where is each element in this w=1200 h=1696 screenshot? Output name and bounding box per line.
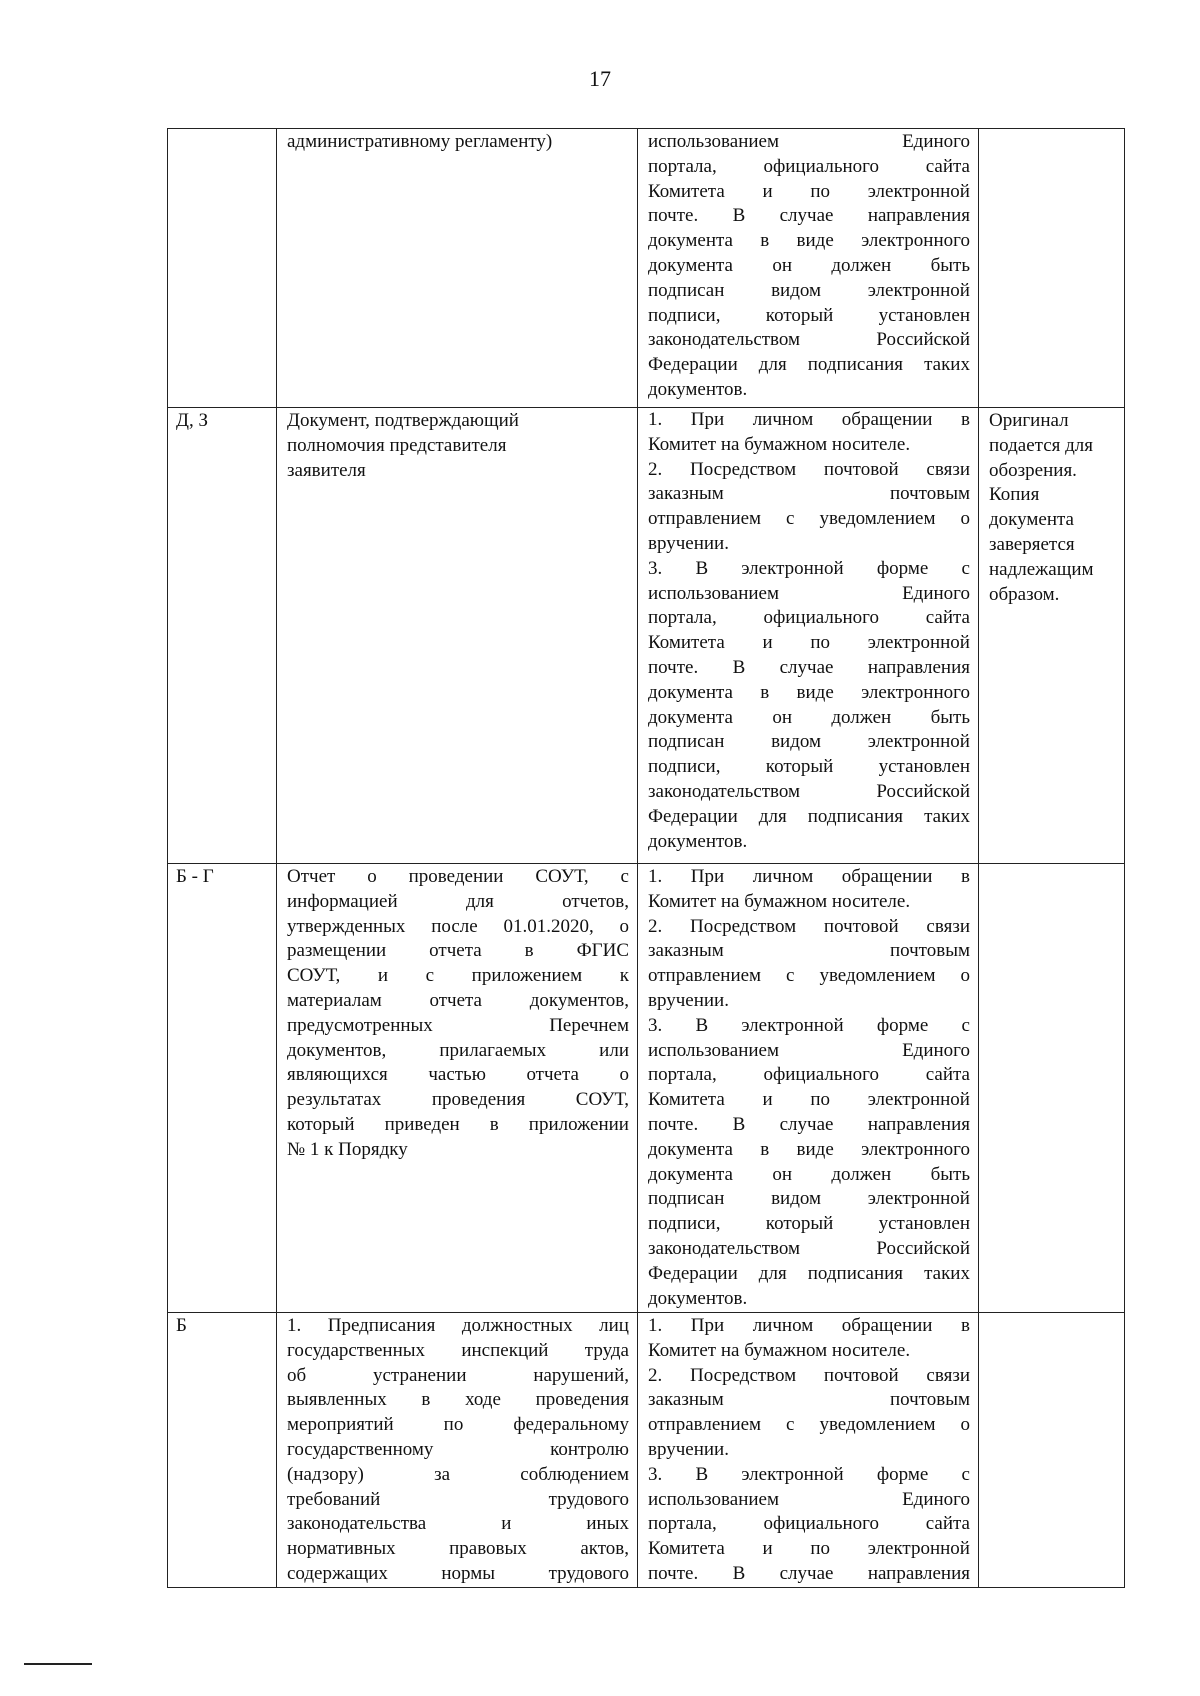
text-line: являющихся частью отчета о — [287, 1064, 629, 1086]
note-cell — [979, 129, 1125, 408]
text-line: Федерации для подписания таких — [648, 805, 970, 827]
submission-method-cell — [638, 129, 979, 408]
document-cell — [277, 1313, 638, 1588]
text-line: заказным почтовым — [648, 1389, 970, 1411]
text-line: 1. При личном обращении в — [648, 1315, 970, 1336]
table-row-continued — [168, 129, 1125, 408]
table-row-sout-report — [168, 864, 1125, 1313]
text-line: документов. — [648, 830, 748, 852]
text-line: Комитет на бумажном носителе. — [648, 433, 911, 455]
text-line: (надзору) за соблюдением — [287, 1463, 629, 1485]
text-line: Комитета и по электронной — [648, 632, 970, 654]
text-line: об устранении нарушений, — [287, 1364, 629, 1386]
text-line: документа он должен быть — [648, 1163, 970, 1185]
text-line: 2. Посредством почтовой связи — [648, 915, 970, 937]
text-line: выявленных в ходе проведения — [287, 1389, 629, 1411]
submission-method-cell — [638, 408, 979, 864]
text-line: почте. В случае направления — [648, 656, 970, 678]
text-line: портала, официального сайта — [648, 1513, 970, 1535]
text-line: Комитет на бумажном носителе. — [648, 1339, 911, 1361]
text-line: подписан видом электронной — [648, 731, 970, 753]
text-line: утвержденных после 01.01.2020, о — [287, 915, 629, 937]
note-cell — [979, 1313, 1125, 1588]
text-line: 1. Предписания должностных лиц — [287, 1315, 629, 1336]
text-line: подается для — [989, 434, 1093, 456]
text-line: вручении. — [648, 989, 729, 1011]
document-cell — [277, 864, 638, 1313]
text-line: портала, официального сайта — [648, 607, 970, 629]
text-line: надлежащим — [989, 558, 1094, 580]
text-line: почте. В случае направления — [648, 1113, 970, 1135]
document-cell — [277, 129, 638, 408]
text-line: размещении отчета в ФГИС — [287, 940, 629, 962]
text-line: документа в виде электронного — [648, 230, 970, 252]
text-line: почте. В случае направления — [648, 1562, 970, 1584]
text-line: 3. В электронной форме с — [648, 557, 970, 579]
text-line: государственному контролю — [287, 1438, 629, 1460]
text-line: материалам отчета документов, — [287, 989, 629, 1011]
text-line: использованием Единого — [648, 1488, 970, 1510]
text-line: использованием Единого — [648, 582, 970, 604]
text-line: использованием Единого — [648, 131, 970, 152]
text-line: Комитета и по электронной — [648, 1538, 970, 1560]
text-line: Копия — [989, 484, 1040, 506]
text-line: портала, официального сайта — [648, 1064, 970, 1086]
text-line: документов, прилагаемых или — [287, 1039, 629, 1061]
text-line: содержащих нормы трудового — [287, 1562, 629, 1584]
text-line: Комитет на бумажном носителе. — [648, 890, 911, 912]
cell-text: Б - Г — [176, 866, 214, 887]
text-line: вручении. — [648, 532, 729, 554]
documents-table — [167, 128, 1125, 1588]
text-line: 3. В электронной форме с — [648, 1463, 970, 1485]
text-line: документа в виде электронного — [648, 1138, 970, 1160]
text-line: полномочия представителя — [287, 434, 507, 456]
cell-text: Д, З — [176, 410, 208, 431]
text-line: отправлением с уведомлением о — [648, 508, 970, 530]
code-cell — [168, 408, 277, 864]
note-cell — [979, 864, 1125, 1313]
text-line: Отчет о проведении СОУТ, с — [287, 866, 629, 887]
table-row-representative-authority — [168, 408, 1125, 864]
text-line: подписан видом электронной — [648, 279, 970, 301]
text-line: подписи, который установлен — [648, 756, 970, 778]
text-line: законодательством Российской — [648, 780, 970, 802]
text-line: документа в виде электронного — [648, 681, 970, 703]
text-line: отправлением с уведомлением о — [648, 965, 970, 987]
text-line: Оригинал — [989, 410, 1069, 431]
code-cell — [168, 129, 277, 408]
text-line: 1. При личном обращении в — [648, 409, 970, 430]
text-line: образом. — [989, 583, 1060, 605]
text-line: документов. — [648, 1287, 748, 1309]
text-line: информацией для отчетов, — [287, 890, 629, 912]
text-line: заказным почтовым — [648, 940, 970, 962]
text-line: предусмотренных Перечнем — [287, 1014, 629, 1036]
text-line: 2. Посредством почтовой связи — [648, 1364, 970, 1386]
text-line: требований трудового — [287, 1488, 629, 1510]
text-line: вручении. — [648, 1438, 729, 1460]
code-cell — [168, 1313, 277, 1588]
text-line: нормативных правовых актов, — [287, 1538, 629, 1560]
note-cell — [979, 408, 1125, 864]
code-cell — [168, 864, 277, 1313]
text-line: Федерации для подписания таких — [648, 354, 970, 376]
text-line: документа он должен быть — [648, 706, 970, 728]
text-line: Федерации для подписания таких — [648, 1262, 970, 1284]
text-line: 3. В электронной форме с — [648, 1014, 970, 1036]
document-cell — [277, 408, 638, 864]
text-line: использованием Единого — [648, 1039, 970, 1061]
text-line: документа — [989, 509, 1074, 531]
cell-text: Б — [176, 1315, 187, 1336]
text-line: Документ, подтверждающий — [287, 410, 519, 431]
text-line: законодательством Российской — [648, 329, 970, 351]
text-line: который приведен в приложении — [287, 1113, 629, 1135]
submission-method-cell — [638, 1313, 979, 1588]
text-line: отправлением с уведомлением о — [648, 1414, 970, 1436]
text-line: Комитета и по электронной — [648, 1089, 970, 1111]
text-line: административному регламенту) — [287, 131, 553, 152]
submission-method-cell — [638, 864, 979, 1313]
text-line: Комитета и по электронной — [648, 180, 970, 202]
text-line: результатах проведения СОУТ, — [287, 1089, 629, 1111]
text-line: мероприятий по федеральному — [287, 1414, 629, 1436]
text-line: заявителя — [287, 459, 366, 481]
text-line: подписи, который установлен — [648, 1213, 970, 1235]
footer-rule — [24, 1663, 92, 1665]
text-line: заверяется — [989, 533, 1075, 555]
page-number: 17 — [589, 66, 611, 91]
text-line: законодательством Российской — [648, 1237, 970, 1259]
table-row-inspection-orders — [168, 1313, 1125, 1588]
text-line: государственных инспекций труда — [287, 1339, 629, 1361]
text-line: почте. В случае направления — [648, 205, 970, 227]
text-line: подписан видом электронной — [648, 1188, 970, 1210]
text-line: № 1 к Порядку — [287, 1138, 408, 1160]
text-line: документа он должен быть — [648, 254, 970, 276]
text-line: 1. При личном обращении в — [648, 866, 970, 887]
text-line: подписи, который установлен — [648, 304, 970, 326]
text-line: 2. Посредством почтовой связи — [648, 458, 970, 480]
text-line: заказным почтовым — [648, 483, 970, 505]
text-line: обозрения. — [989, 459, 1077, 481]
text-line: документов. — [648, 378, 748, 400]
text-line: законодательства и иных — [287, 1513, 629, 1535]
text-line: СОУТ, и с приложением к — [287, 965, 629, 987]
text-line: портала, официального сайта — [648, 155, 970, 177]
